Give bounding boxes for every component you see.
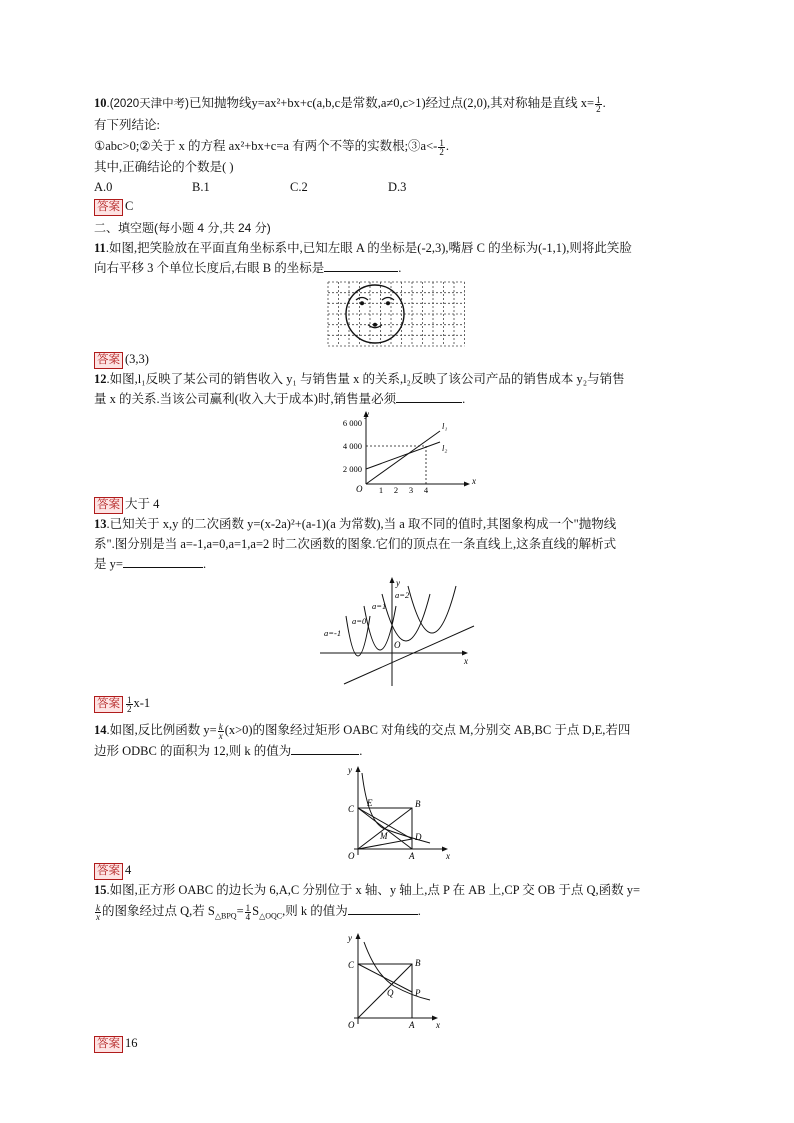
l2-label: l₂ [442,443,448,453]
question-number: 14 [94,723,107,737]
question-number: 12 [94,372,107,386]
y-tick: 2 000 [342,464,362,474]
x-label: x [472,476,476,486]
area-symbol: S [252,904,260,918]
answer-text: 16 [125,1035,138,1050]
point-label: Q [387,987,394,998]
point-label: E [367,798,373,808]
y-label: y [396,578,400,588]
origin-label: O [356,484,363,494]
origin-label: O [394,640,401,650]
point-label: P [415,987,421,998]
answer-tag: 答案 [94,497,123,514]
answer-blank[interactable] [396,390,462,403]
question-text: .如图,l₁反映了某公司的销售收入 y₁ 与销售量 x 的关系,l₂反映了该公司产品的销售成本 y₂与销售 [106,372,625,386]
question-text: (x>0)的图象经过矩形 OABC 对角线的交点 M,分别交 AB,BC 于点 D,E,若四 [224,723,631,737]
question-number: 13 [94,517,107,531]
x-tick: 2 [393,485,399,495]
point-label: B [415,957,421,968]
answer-row [94,197,704,216]
option-c[interactable]: C.2 [290,180,308,194]
area-subscript: △BPQ [214,911,237,921]
answer-row [94,350,704,369]
rectangle-hyperbola-graph [94,763,704,859]
answer-row [94,1034,704,1053]
answer-text: x-1 [133,696,151,710]
question-line: 有下列结论: [94,118,160,132]
question-10: 10.(2020天津中考)已知抛物线y=ax²+bx+c(a,b,c是常数,a≠0,c>1)经过点(2,0),其对称轴是直线 x= $\frac{1}{2}$ . 有下列结论: ①abc>0;②关于 x 的方程 ax²+bx+c=a 有两个不等的实数根;③a<- $\frac{1}{2}$ . 其中,正确结论的个数是( ) A.0 B.1 C.2 D.3 答案 C [94,92,704,216]
parabola-a-2 [408,586,456,633]
question-text: 系".图分别是当 a=-1,a=0,a=1,a=2 时二次函数的图象.它们的顶点在一条直线上,这条直线的解析式 [94,537,617,551]
question-stem: 已知抛物线y=ax²+bx+c(a,b,c是常数,a≠0,c>1)经过点(2,0),其对称轴是直线 x= [188,96,595,110]
answer-blank[interactable] [348,902,418,915]
conclusions: ①abc>0;②关于 x 的方程 ax²+bx+c=a 有两个不等的实数根;③a<- [94,139,438,153]
answer-tag: 答案 [94,696,123,713]
x-label: x [464,656,468,666]
equals: = [236,904,244,918]
question-13: 13.已知关于 x,y 的二次函数 y=(x-2a)²+(a-1)(a 为常数),当 a 取不同的值时,其图象构成一个"抛物线 系".图分别是当 a=-1,a=0,a=1,a=2 时二次函数的图象.它们的顶点在一条直线上,这条直线的解析式 是 y= . y x O a=-1 a=0 a=1 a=2 答案 $\frac{1}{2}$ x-1 [94,514,704,713]
question-text: 向右平移 3 个单位长度后,右眼 B 的坐标是 [94,261,325,275]
question-text: 量 x 的关系.当该公司赢利(收入大于成本)时,销售量必须 [94,392,397,406]
fraction: $\frac{1}{2}$ [439,137,444,157]
right-eye-b [386,301,390,305]
question-source: .(2020天津中考) [106,98,189,110]
x-tick: 1 [378,485,384,495]
point-label: D [415,832,422,842]
x-ticks [379,485,429,495]
point-label: A [409,1019,415,1030]
curve-labels [324,590,410,638]
sales-line-graph [94,409,704,495]
point-label: C [348,959,355,970]
answer-tag: 答案 [94,352,123,369]
question-text: 是 y= [94,557,123,571]
l1-label: l₁ [442,421,448,431]
parabola-a-0 [364,606,396,650]
right-eyebrow [382,298,394,301]
x-tick: 4 [423,485,429,495]
question-11: 11.如图,把笑脸放在平面直角坐标系中,已知左眼 A 的坐标是(-2,3),嘴唇 C 的坐标为(-1,1),则将此笑脸 向右平移 3 个单位长度后,右眼 B 的坐标是 . 答案 (3,3) [94,238,704,369]
question-text: 边形 ODBC 的面积为 12,则 k 的值为 [94,744,292,758]
fraction: $\frac{1}{4}$ [245,902,251,922]
point-label: M [380,831,388,841]
segment-cp [358,964,412,992]
y-ticks [343,418,362,474]
fraction: $\frac{k}{x}$ [218,721,223,741]
answer-row [94,495,704,514]
question-number: 15 [94,883,107,897]
point-label: A [409,851,415,861]
answer-tag: 答案 [94,863,123,880]
y-label: y [348,932,352,943]
answer-text: 大于 4 [125,497,160,511]
parabola-family-graph [94,576,704,690]
smiley-grid-figure [94,280,704,348]
answer-row [94,694,704,713]
curve-label: a=2 [395,590,410,600]
question-text: .如图,把笑脸放在平面直角坐标系中,已知左眼 A 的坐标是(-2,3),嘴唇 C 的坐标为(-1,1),则将此笑脸 [105,241,632,255]
mouth-point [373,323,377,327]
answer-text: (3,3) [125,352,149,366]
question-12: 12.如图,l₁反映了某公司的销售收入 y₁ 与销售量 x 的关系,l₂反映了该公司产品的销售成本 y₂与销售 量 x 的关系.当该公司赢利(收入大于成本)时,销售量必须 . y x O 6 000 4 000 2 000 1 2 3 4 l₁ l₂ 答案 大于 4 [94,369,704,514]
square-hyperbola-graph [94,930,704,1028]
question-number: 10 [94,96,107,110]
vertex-line [344,626,474,684]
answer-blank[interactable] [291,742,359,755]
section-title: 二、填空题(每小题 4 分,共 24 分) [94,221,271,235]
left-eyebrow [356,298,368,301]
point-label: B [415,799,421,809]
fraction: $\frac{k}{x}$ [96,902,100,922]
grid-lines [328,282,465,346]
y-label: y [365,409,369,419]
fraction: $\frac{1}{2}$ [596,94,601,114]
option-d[interactable]: D.3 [388,180,407,194]
question-text: ,则 k 的值为 [282,904,348,918]
question-14: 14.如图,反比例函数 y= $\frac{k}{x}$ (x>0)的图象经过矩形 OABC 对角线的交点 M,分别交 AB,BC 于点 D,E,若四 边形 ODBC 的面积为 12,则 k 的值为 . y x C E B D M O A 答案 4 [94,719,704,880]
worksheet-page [94,92,704,1053]
option-a[interactable]: A.0 [94,180,113,194]
answer-text: 4 [125,863,132,877]
question-text: .如图,反比例函数 y= [106,723,217,737]
curve-label: a=0 [352,616,367,626]
y-tick: 6 000 [342,418,362,428]
answer-text: C [125,199,134,213]
question-text: .如图,正方形 OABC 的边长为 6,A,C 分别位于 x 轴、y 轴上,点 P 在 AB 上,CP 交 OB 于点 Q,函数 y= [106,883,641,897]
answer-blank[interactable] [123,555,203,568]
answer-tag: 答案 [94,199,123,216]
fraction: $\frac{1}{2}$ [127,694,132,714]
line-l1 [366,431,440,484]
answer-tag: 答案 [94,1036,123,1053]
question-15: 15.如图,正方形 OABC 的边长为 6,A,C 分别位于 x 轴、y 轴上,点 P 在 AB 上,CP 交 OB 于点 Q,函数 y= $\frac{k}{x}$ 的图象经过点 Q,若 $S_{\triangle BPQ}=$ $\frac{1}{4}$ $S_{\triangle OQC}$,则 k 的值为 . y x C B Q P O A 答案 16 [94,880,704,1053]
x-tick: 3 [408,485,414,495]
point-label: O [348,1019,355,1030]
x-label: x [436,1019,440,1030]
options [94,177,704,197]
question-text: .已知关于 x,y 的二次函数 y=(x-2a)²+(a-1)(a 为常数),当 a 取不同的值时,其图象构成一个"抛物线 [106,517,617,531]
left-eye-a [360,301,364,305]
curve-label: a=1 [372,601,387,611]
question-text: 的图象经过点 Q,若 S [102,904,215,918]
y-label: y [348,765,352,775]
curve-label: a=-1 [324,628,342,638]
face-circle [346,285,404,343]
question-number: 11 [94,241,106,255]
question-ask: 其中,正确结论的个数是( ) [94,160,234,174]
point-label: C [348,804,355,814]
answer-blank[interactable] [324,259,398,272]
x-label: x [446,851,450,861]
point-label: O [348,851,355,861]
area-subscript: △OQC [259,911,283,921]
option-b[interactable]: B.1 [192,180,210,194]
y-tick: 4 000 [342,441,362,451]
answer-row [94,861,704,880]
